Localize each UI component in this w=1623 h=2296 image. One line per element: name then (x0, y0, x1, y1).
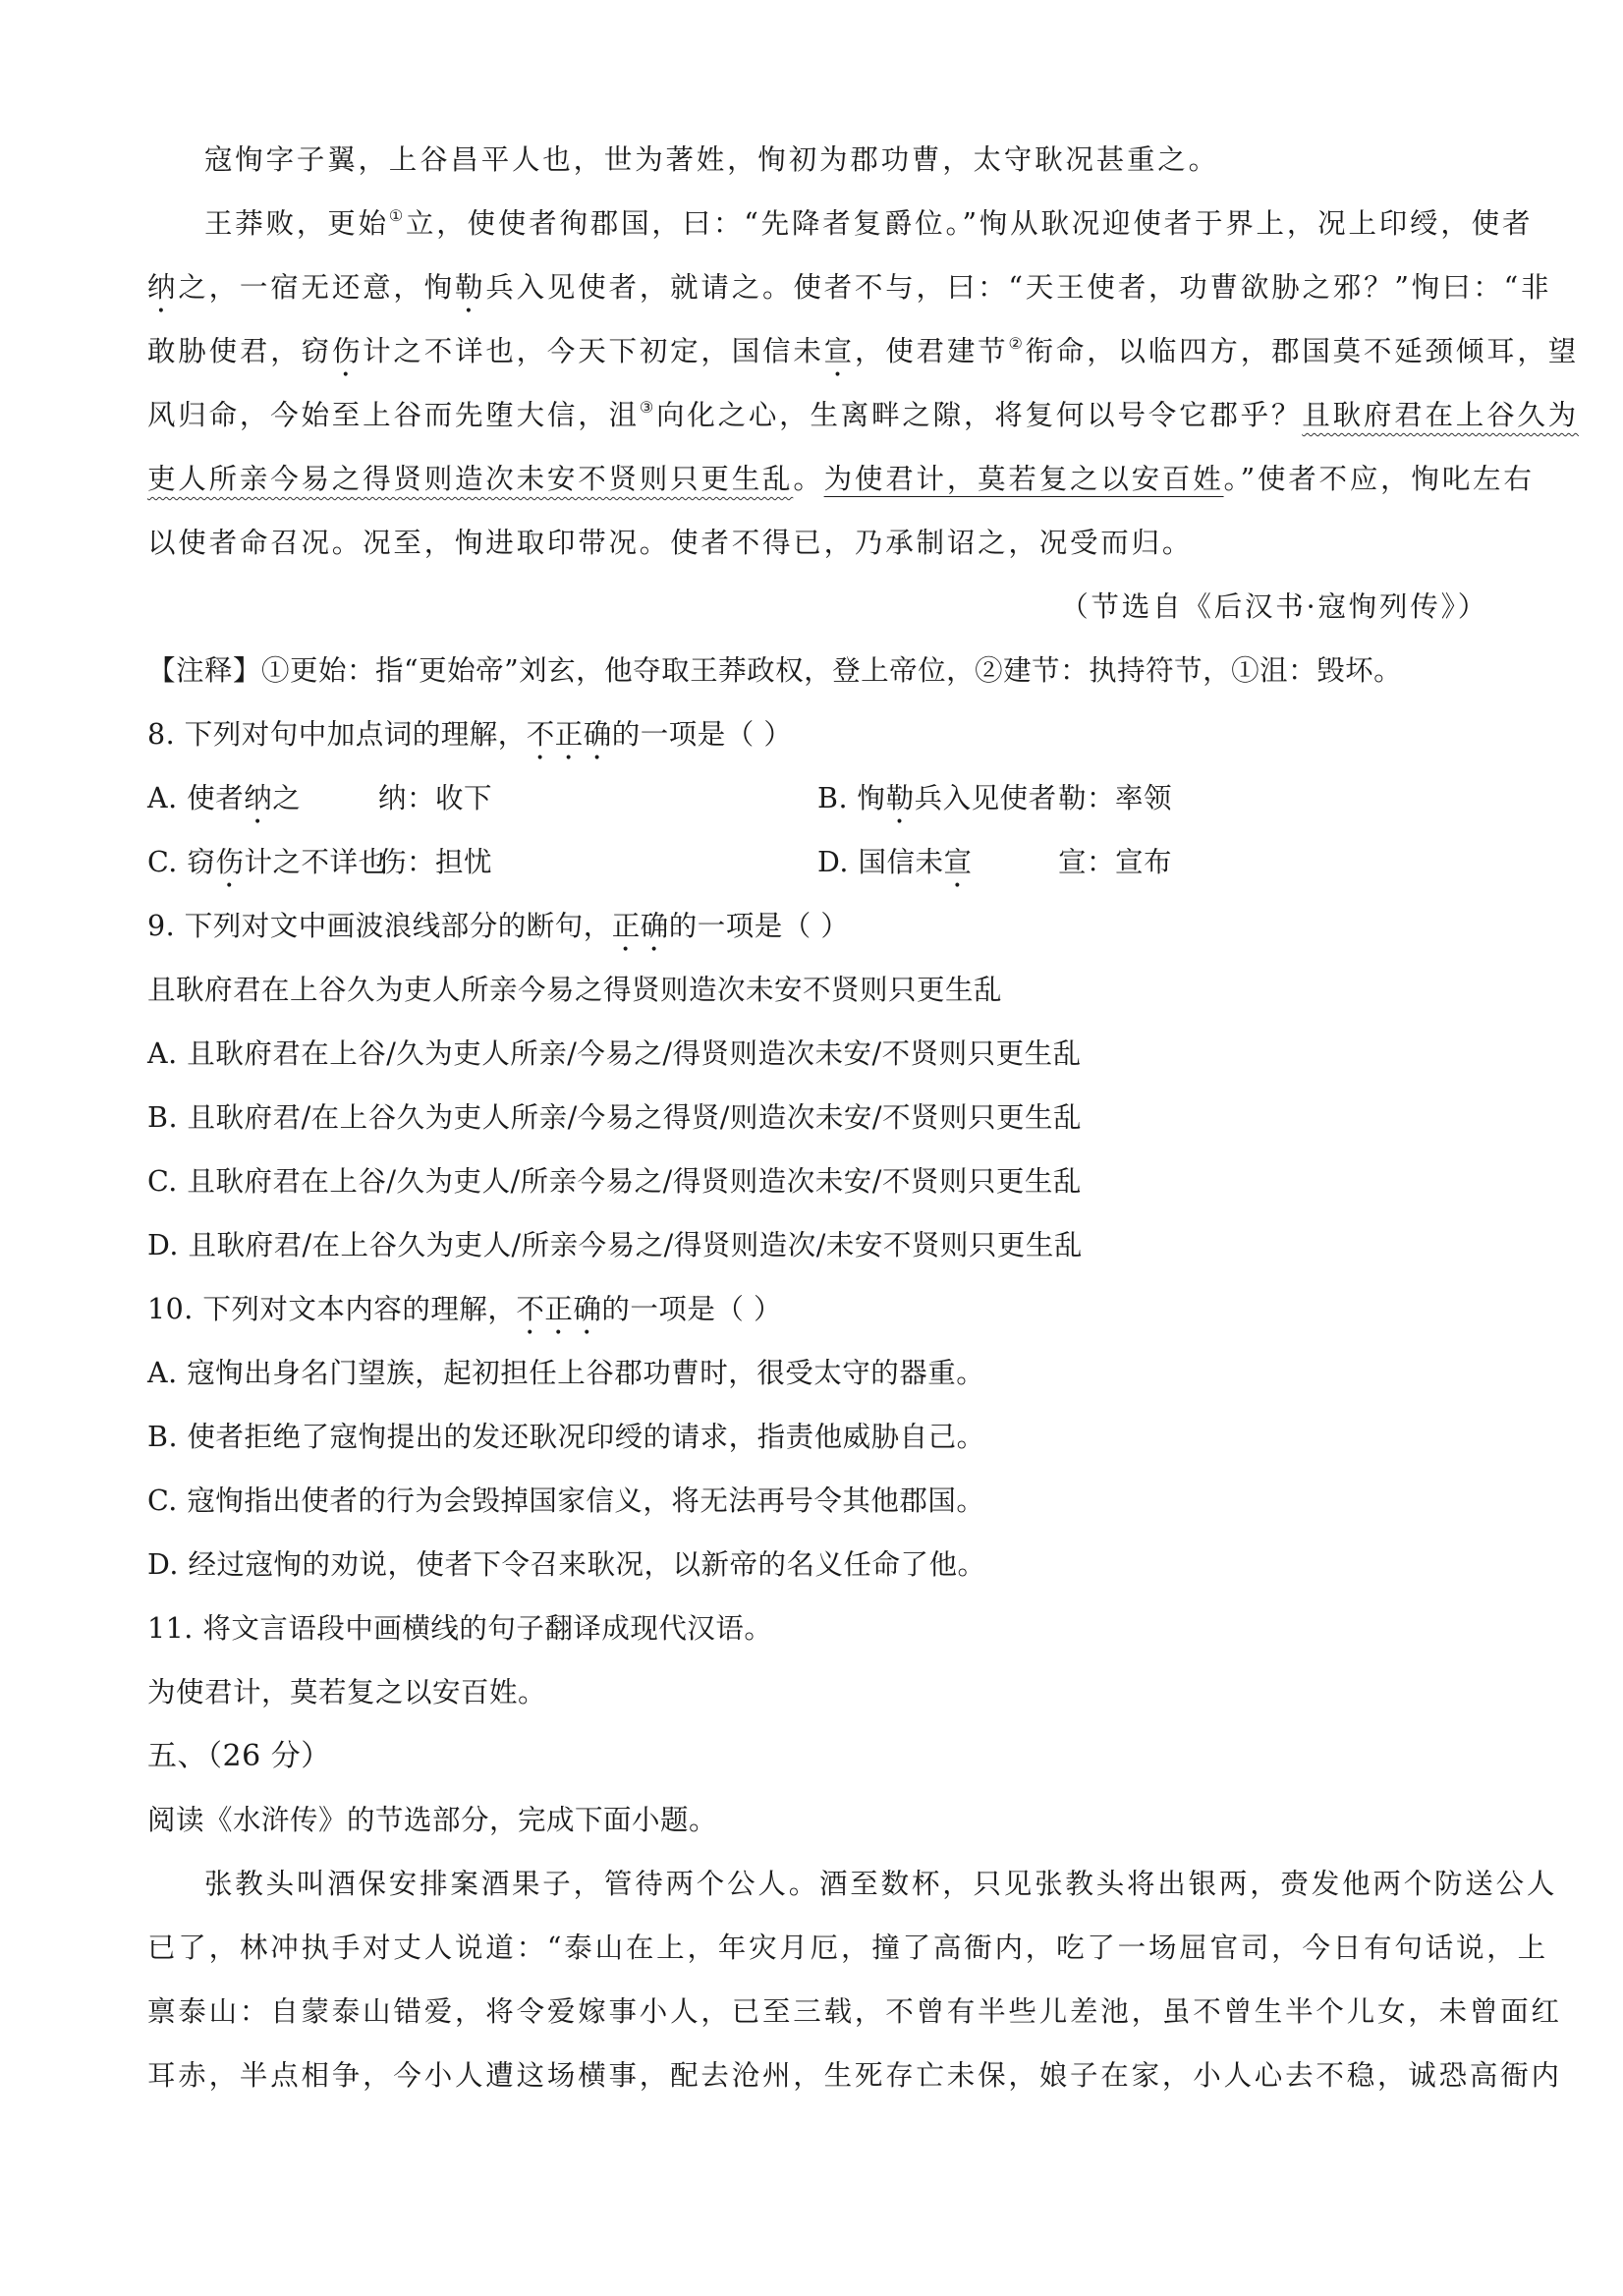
passage-text: 寇恂字子翼，上谷昌平人也，世为著姓，恂初为郡功曹，太守耿况甚重之。 (204, 143, 1219, 176)
notes-text: 【注释】①更始：指“更始帝”刘玄，他夺取王莽政权，登上帝位，②建节：执持符节，①沮：毁坏。 (147, 654, 1403, 687)
option-a[interactable]: A. 且耿府君在上谷/久为吏人所亲/今易之/得贤则造次未安/不贤则只更生乱 (147, 1037, 1082, 1070)
stem-text: 的一项是（ ） (611, 718, 793, 751)
stem-text: 9. 下列对文中画波浪线部分的断句， (147, 910, 612, 942)
underlined-text: 为使君计，莫若复之以安百姓 (823, 463, 1224, 495)
option-text: 计之不详也 (244, 846, 387, 878)
option-meaning: 宣：宣布 (1058, 846, 1173, 878)
option-a[interactable] (147, 766, 817, 830)
option-meaning: 伤：担忧 (378, 846, 493, 878)
stem-text: 的一项是（ ） (601, 1293, 782, 1325)
dotted-word: 宣 (823, 335, 855, 367)
question-stem (147, 1277, 1488, 1341)
option-text: 兵入见使者 (914, 782, 1057, 814)
option-meaning: 纳：收下 (378, 782, 493, 814)
option-c[interactable]: C. 且耿府君在上谷/久为吏人/所亲今易之/得贤则造次未安/不贤则只更生乱 (147, 1165, 1082, 1198)
option-b[interactable] (817, 766, 1487, 830)
section-intro: 阅读《水浒传》的节选部分，完成下面小题。 (147, 1804, 718, 1836)
passage-text: 敢胁使君，窃 (147, 335, 332, 367)
dotted-word: 不正确 (516, 1293, 602, 1325)
option-c[interactable]: C. 寇恂指出使者的行为会毁掉国家信义，将无法再号令其他郡国。 (147, 1484, 985, 1517)
stem-text: 10. 下列对文本内容的理解， (147, 1293, 517, 1325)
footnote-marker: ③ (639, 398, 656, 417)
question-sentence: 且耿府君在上谷久为吏人所亲今易之得贤则造次未安不贤则只更生乱 (147, 974, 1003, 1006)
passage-line (147, 319, 1580, 383)
option-text: D. 国信未 (817, 846, 944, 878)
question-10 (147, 1277, 1488, 1596)
passage-line: 禀泰山：自蒙泰山错爱，将令爱嫁事小人，已至三载，不曾有半些儿差池，虽不曾生半个儿女，未曾面红 (147, 1995, 1562, 2028)
passage-line (147, 447, 1535, 511)
option-b[interactable]: B. 且耿府君/在上谷久为吏人所亲/今易之得贤/则造次未安/不贤则只更生乱 (147, 1101, 1082, 1134)
passage-text: 衔命，以临四方，郡国莫不延颈倾耳，望 (1025, 335, 1580, 367)
passage-line (147, 192, 1534, 255)
question-11 (147, 1596, 1488, 1724)
option-d[interactable] (817, 830, 1487, 894)
annotation-notes (147, 639, 1488, 702)
source-text: （节选自《后汉书·寇恂列传》） (1060, 590, 1488, 623)
option-text: C. 窃 (147, 846, 216, 878)
dotted-word: 正确 (611, 910, 669, 942)
dotted-word: 伤 (215, 846, 245, 878)
dotted-word: 勒 (455, 271, 486, 304)
option-text: A. 使者 (147, 782, 245, 814)
question-9 (147, 894, 1488, 1277)
passage-text: ，使君建节 (854, 335, 1009, 367)
passage-text: 王莽败，更始 (204, 207, 389, 240)
passage-text: 风归命，今始至上谷而先堕大信，沮 (147, 399, 640, 431)
passage-text: 。 (793, 463, 824, 495)
option-c[interactable] (147, 830, 817, 894)
question-sentence: 为使君计，莫若复之以安百姓。 (147, 1676, 547, 1708)
document-page (147, 128, 1580, 2107)
question-stem (147, 702, 1488, 766)
passage-text: 立，使使者徇郡国，曰：“先降者复爵位。”恂从耿况迎使者于界上，况上印绶，使者 (405, 207, 1534, 240)
option-d[interactable]: D. 经过寇恂的劝说，使者下令召来耿况，以新帝的名义任命了他。 (147, 1548, 986, 1581)
option-text: B. 恂 (817, 782, 886, 814)
dotted-word: 纳 (244, 782, 273, 814)
dotted-word: 伤 (331, 335, 364, 367)
passage-text: 计之不详也，今天下初定，国信未 (363, 335, 824, 367)
passage-line (147, 128, 1488, 192)
passage-text: 向化之心，生离畔之隙，将复何以号令它郡乎？ (655, 399, 1303, 431)
dotted-word: 宣 (943, 846, 973, 878)
passage-line: 耳赤，半点相争，今小人遭这场横事，配去沧州，生死存亡未保，娘子在家，小人心去不稳，诚恐高衙内 (147, 2059, 1562, 2092)
question-stem: 11. 将文言语段中画横线的句子翻译成现代汉语。 (147, 1612, 773, 1645)
section-title: 五、（26 分） (147, 1739, 331, 1773)
passage-line (147, 255, 1552, 319)
passage-line: 张教头叫酒保安排案酒果子，管待两个公人。酒至数杯，只见张教头将出银两，赍发他两个防送公人 (204, 1868, 1558, 1900)
footnote-marker: ② (1008, 334, 1026, 353)
question-stem (147, 894, 1488, 958)
wavy-underlined-text: 吏人所亲今易之得贤则造次未安不贤则只更生乱 (147, 463, 794, 495)
stem-text: 的一项是（ ） (668, 910, 850, 942)
stem-text: 8. 下列对句中加点词的理解， (147, 718, 527, 751)
section-5 (147, 1724, 1562, 2107)
passage-line: 已了，林冲执手对丈人说道：“泰山在上，年灾月厄，撞了高衙内，吃了一场屈官司，今日有句话说，上 (147, 1932, 1548, 1964)
option-a[interactable]: A. 寇恂出身名门望族，起初担任上谷郡功曹时，很受太守的器重。 (147, 1357, 985, 1389)
dotted-word: 勒 (885, 782, 915, 814)
option-text: 之 (272, 782, 302, 814)
passage-line (147, 383, 1579, 447)
option-d[interactable]: D. 且耿府君/在上谷久为吏人/所亲今易之/得贤则造次/未安不贤则只更生乱 (147, 1229, 1083, 1261)
option-row (147, 830, 1488, 894)
option-row (147, 766, 1488, 830)
passage-text: 之，一宿无还意，恂 (178, 271, 456, 304)
passage-text: 以使者命召况。况至，恂进取印带况。使者不得已，乃承制诏之，况受而归。 (147, 527, 1194, 559)
passage-text: 兵入见使者，就请之。使者不与，曰：“天王使者，功曹欲胁之邪？”恂曰：“非 (485, 271, 1552, 304)
option-meaning: 勒：率领 (1058, 782, 1173, 814)
passage-text: 。”使者不应，恂叱左右 (1223, 463, 1535, 495)
option-b[interactable]: B. 使者拒绝了寇恂提出的发还耿况印绶的请求，指责他威胁自己。 (147, 1421, 985, 1453)
dotted-word: 不正确 (526, 718, 612, 751)
question-8 (147, 702, 1488, 894)
dotted-word: 纳 (147, 271, 179, 304)
passage-line (147, 511, 1488, 575)
source-citation (147, 575, 1488, 639)
classical-passage (147, 128, 1580, 639)
footnote-marker: ① (388, 206, 406, 225)
wavy-underlined-text: 且耿府君在上谷久为 (1302, 399, 1579, 431)
